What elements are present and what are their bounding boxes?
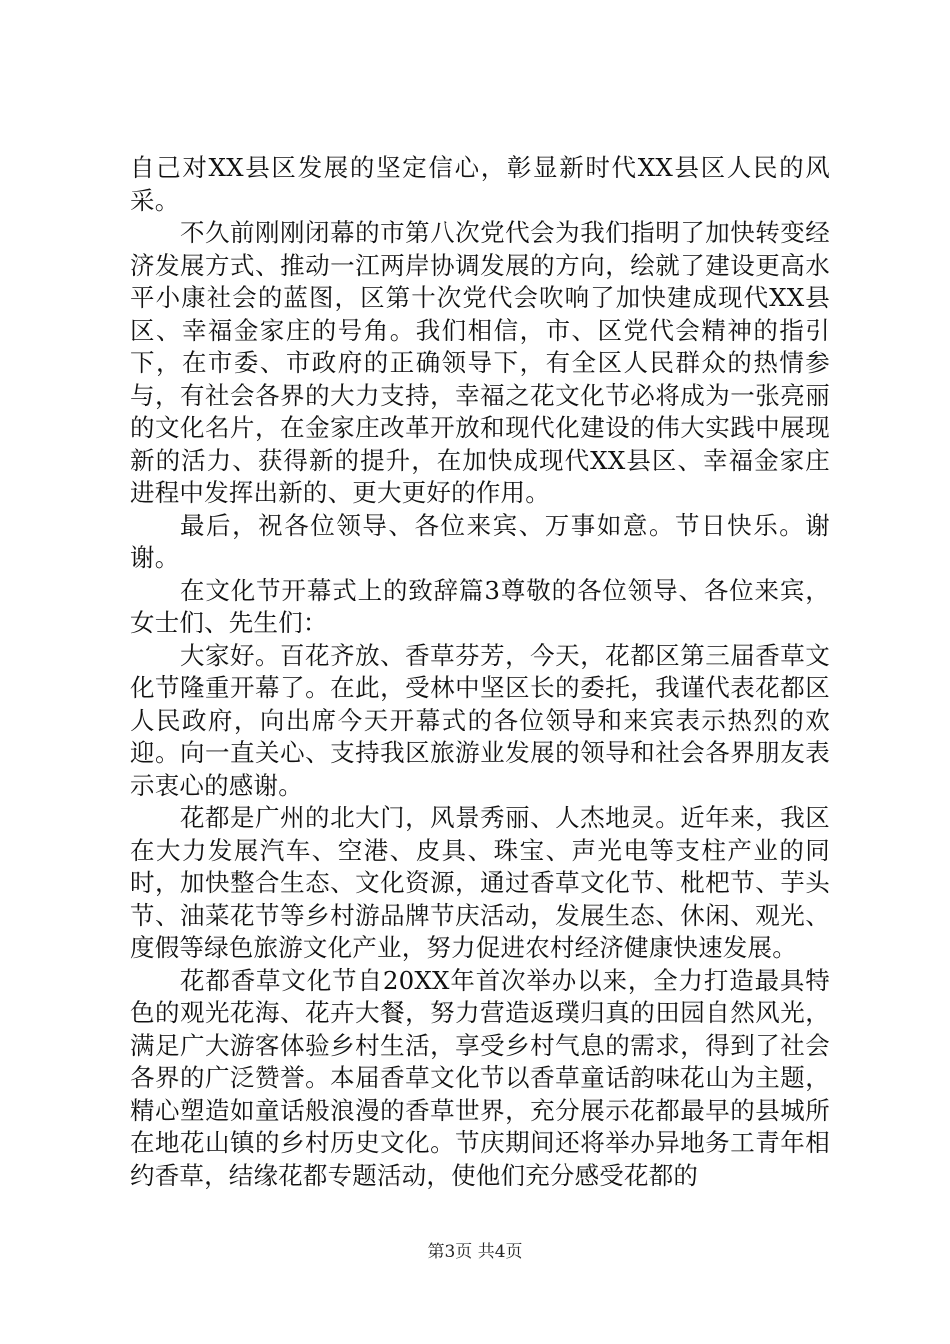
paragraph-4: 在文化节开幕式上的致辞篇3尊敬的各位领导、各位来宾，女士们、先生们： <box>130 575 830 637</box>
paragraph-6: 花都是广州的北大门，风景秀丽、人杰地灵。近年来，我区在大力发展汽车、空港、皮具、珠宝、声光电等支柱产业的同时，加快整合生态、文化资源，通过香草文化节、枇杷节、芋头节、油菜花节等乡村游品牌节庆活动，发展生态、休闲、观光、度假等绿色旅游文化产业，努力促进农村经济健康快速发展。 <box>130 803 830 962</box>
paragraph-7: 花都香草文化节自20XX年首次举办以来，全力打造最具特色的观光花海、花卉大餐，努力营造返璞归真的田园自然风光，满足广大游客体验乡村生活，享受乡村气息的需求，得到了社会各界的广泛赞誉。本届香草文化节以香草童话韵味花山为主题，精心塑造如童话般浪漫的香草世界，充分展示花都最早的县城所在地花山镇的乡村历史文化。节庆期间还将举办异地务工青年相约香草，结缘花都专题活动，使他们充分感受花都的 <box>130 965 830 1190</box>
paragraph-3: 最后，祝各位领导、各位来宾、万事如意。节日快乐。谢谢。 <box>130 510 830 572</box>
paragraph-5: 大家好。百花齐放、香草芬芳，今天，花都区第三届香草文化节隆重开幕了。在此，受林中坚区长的委托，我谨代表花都区人民政府，向出席今天开幕式的各位领导和来宾表示热烈的欢迎。向一直关心、支持我区旅游业发展的领导和社会各界朋友表示衷心的感谢。 <box>130 640 830 800</box>
page-number-footer: 第3页 共4页 <box>427 1242 523 1262</box>
paragraph-1: 自己对XX县区发展的坚定信心，彰显新时代XX县区人民的风采。 <box>130 153 830 215</box>
document-body <box>130 152 830 1192</box>
paragraph-2: 不久前刚刚闭幕的市第八次党代会为我们指明了加快转变经济发展方式、推动一江两岸协调发展的方向，绘就了建设更高水平小康社会的蓝图，区第十次党代会吹响了加快建成现代XX县区、幸福金家庄的号角。我们相信，市、区党代会精神的指引下，在市委、市政府的正确领导下，有全区人民群众的热情参与，有社会各界的大力支持，幸福之花文化节必将成为一张亮丽的文化名片，在金家庄改革开放和现代化建设的伟大实践中展现新的活力、获得新的提升，在加快成现代XX县区、幸福金家庄进程中发挥出新的、更大更好的作用。 <box>130 218 830 507</box>
